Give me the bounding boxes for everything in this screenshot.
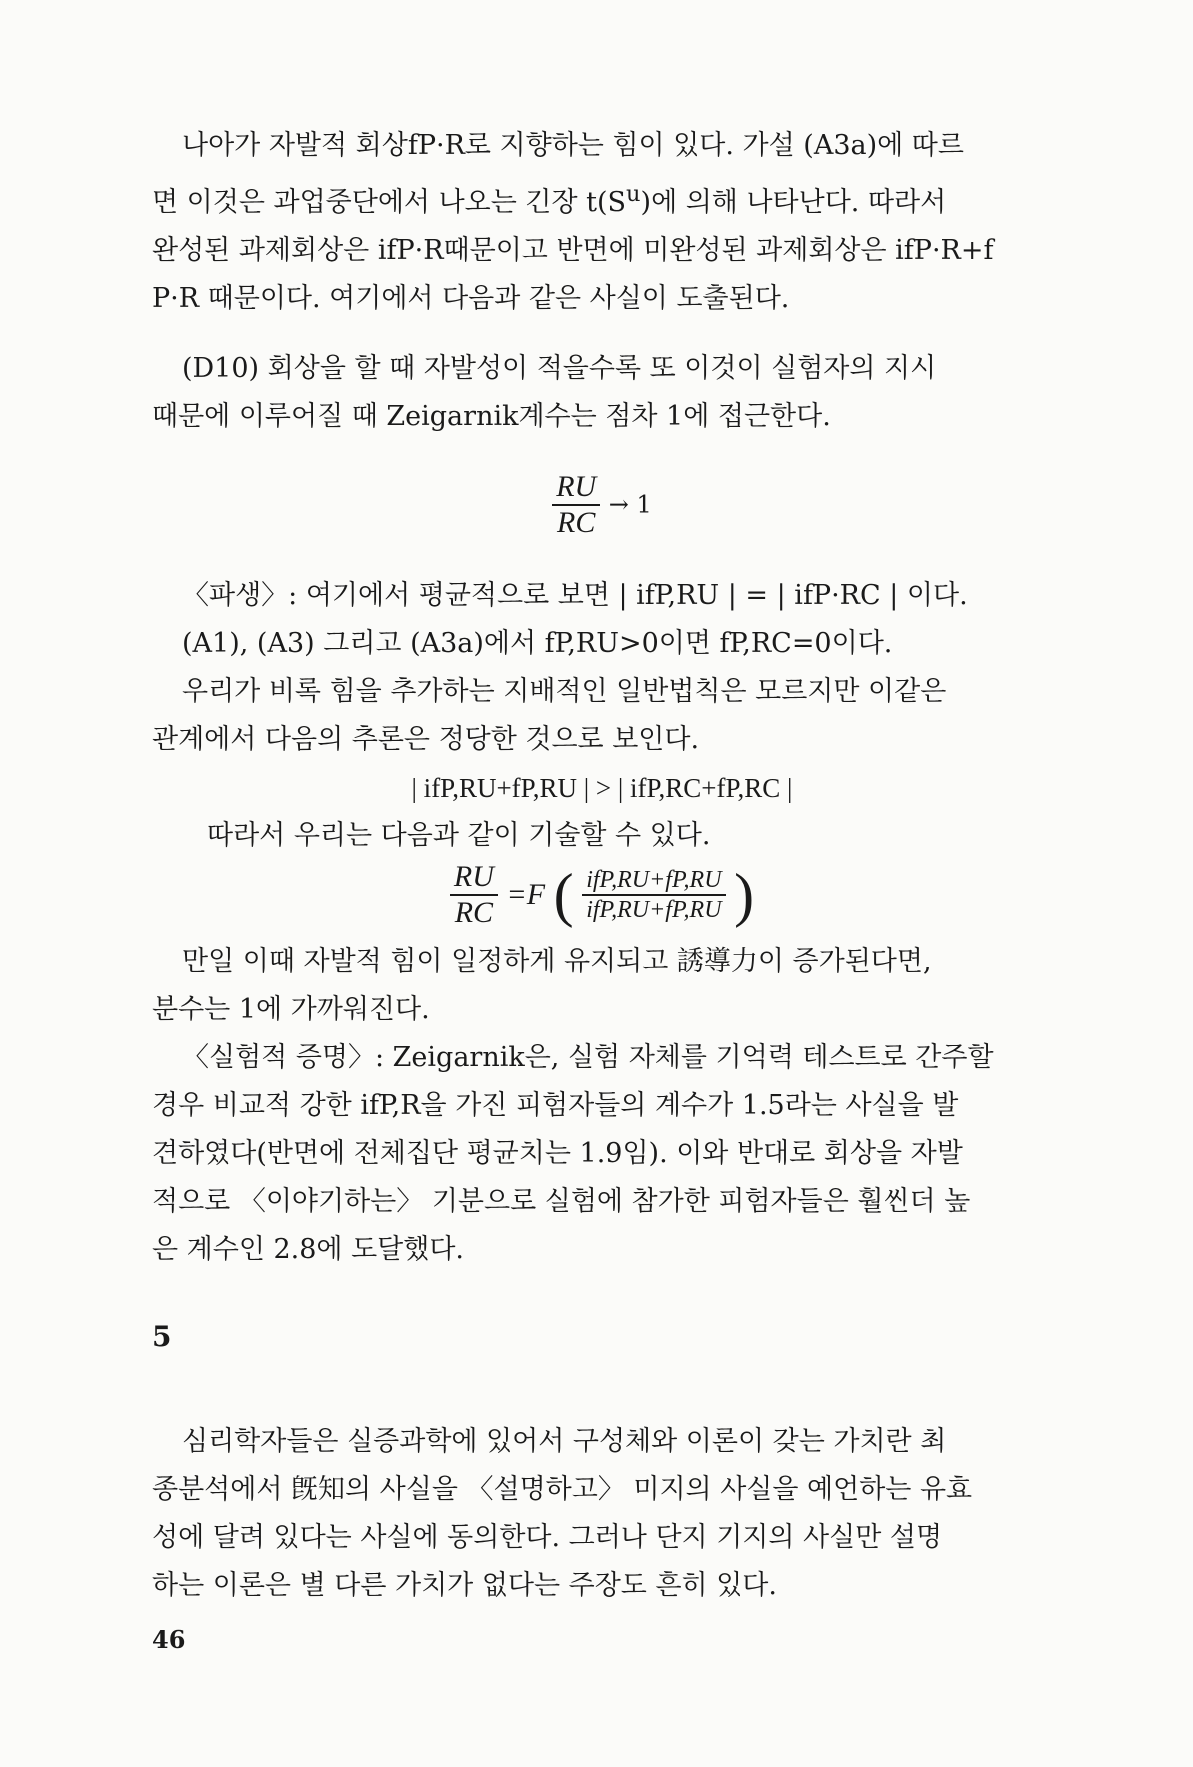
rhs-fraction: $\frac{\text{ifP,RU+fP,RU}}{\text{ifP,RU+fP,RU}}$ [582, 866, 725, 924]
line: (A1), (A3) 그리고 (A3a)에서 fP,RU>0이면 fP,RC=0이다. [182, 628, 893, 659]
proposition-d10 [152, 345, 1052, 441]
line: 은 계수인 2.8에 도달했다. [152, 1234, 465, 1265]
lhs-fraction: $\frac{RU}{RC}$ [450, 860, 498, 930]
line: 우리가 비록 힘을 추가하는 지배적인 일반법칙은 모르지만 이같은 [182, 676, 947, 707]
formula-1: $\frac{RU}{RC}$ → 1 [152, 470, 1052, 540]
line: P·R 때문이다. 여기에서 다음과 같은 사실이 도출된다. [152, 283, 790, 314]
line: 따라서 우리는 다음과 같이 기술할 수 있다. [207, 820, 711, 851]
line: 분수는 1에 가까워진다. [152, 994, 430, 1025]
formula-2: $\frac{RU}{RC}$ =F ( $\frac{\text{ifP,RU+fP,RU}}{\text{ifP,RU+fP,RU}}$ ) [152, 860, 1052, 930]
line: 〈파생〉: 여기에서 평균적으로 보면 | ifP,RU | = | ifP·RC | 이다. [182, 580, 968, 611]
derivation [152, 572, 1052, 860]
line: 면 이것은 과업중단에서 나오는 긴장 $t(S^u)$에 의해 나타난다. 따라서 [152, 181, 947, 218]
line: 나아가 자발적 회상fP·R로 지향하는 힘이 있다. 가설 (A3a)에 따르 [182, 130, 964, 161]
line: 하는 이론은 별 다른 가치가 없다는 주장도 흔히 있다. [152, 1570, 777, 1601]
section-number: 5 [152, 1320, 172, 1353]
line: 견하였다(반면에 전체집단 평균치는 1.9임). 이와 반대로 회상을 자발 [152, 1138, 963, 1169]
line: 관계에서 다음의 추론은 정당한 것으로 보인다. [152, 724, 700, 755]
inequality: | ifP,RU+fP,RU | > | ifP,RC+fP,RC | [411, 773, 793, 803]
line: 심리학자들은 실증과학에 있어서 구성체와 이론이 갖는 가치란 최 [182, 1426, 947, 1457]
line: 완성된 과제회상은 ifP·R때문이고 반면에 미완성된 과제회상은 ifP·R+f [152, 235, 994, 266]
line: 만일 이때 자발적 힘이 일정하게 유지되고 誘導力이 증가된다면, [182, 946, 932, 977]
line: 〈실험적 증명〉: Zeigarnik은, 실험 자체를 기억력 테스트로 간주할 [182, 1042, 994, 1073]
line: 적으로 〈이야기하는〉 기분으로 실험에 참가한 피험자들은 훨씬더 높 [152, 1186, 971, 1217]
paragraph-3 [152, 1418, 1052, 1610]
paragraph-2 [152, 938, 1052, 1274]
line: (D10) 회상을 할 때 자발성이 적을수록 또 이것이 실험자의 지시 [182, 353, 937, 384]
page-number: 46 [152, 1625, 186, 1654]
line: 때문에 이루어질 때 Zeigarnik계수는 점차 1에 접근한다. [152, 401, 831, 432]
line: 경우 비교적 강한 ifP,R을 가진 피험자들의 계수가 1.5라는 사실을 발 [152, 1090, 959, 1121]
line: 성에 달려 있다는 사실에 동의한다. 그러나 단지 기지의 사실만 설명 [152, 1522, 943, 1553]
line: 종분석에서 旣知의 사실을 〈설명하고〉 미지의 사실을 예언하는 유효 [152, 1474, 973, 1505]
paragraph-1 [152, 122, 1052, 323]
fraction: $\frac{RU}{RC}$ [552, 470, 600, 540]
